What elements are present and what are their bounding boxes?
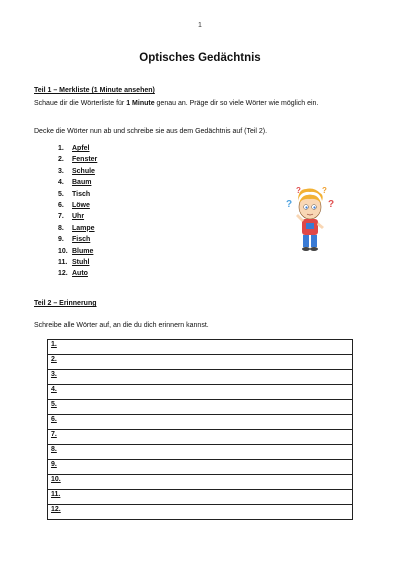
word-list-number: 6. [58,201,64,209]
answer-row [48,340,353,355]
part1-instruction-pre: Schaue dir die Wörterliste für [34,100,127,107]
answer-cell[interactable] [48,460,353,475]
answer-row-number: 3. [51,371,57,378]
part2-instruction: Schreibe alle Wörter auf, an die du dich erinnern kannst. [34,322,209,329]
word-list-item [58,234,97,245]
answer-row-number: 1. [51,341,57,348]
word-list-number: 10. [58,247,68,255]
answer-cell[interactable] [48,430,353,445]
word-list-word: Schule [72,167,95,175]
word-list-word: Blume [72,247,94,255]
answer-row-number: 6. [51,416,57,423]
answer-row-number: 12. [51,506,61,513]
answer-cell[interactable] [48,400,353,415]
word-list [58,143,97,280]
word-list-item [58,189,97,200]
word-list-item [58,223,97,234]
word-list-word: Uhr [72,213,85,221]
word-list-word: Fenster [72,156,98,164]
thinking-boy-icon [284,183,336,255]
answer-cell[interactable] [48,490,353,505]
word-list-number: 1. [58,145,64,152]
part1-instruction-2: Decke die Wörter nun ab und schreibe sie aus dem Gedächtnis auf (Teil 2). [34,128,268,135]
answer-row-number: 4. [51,386,57,393]
page-number: 1 [198,22,202,29]
answer-row-number: 7. [51,431,57,438]
page-title: Optisches Gedächtnis [139,52,261,64]
svg-text:?: ? [322,186,327,195]
word-list-word: Löwe [72,201,90,209]
word-list-number: 12. [58,270,68,278]
word-list-number: 2. [58,156,64,164]
word-list-number: 11. [58,258,68,266]
part1-instruction-post: genau an. Präge dir so viele Wörter wie möglich ein. [154,100,319,107]
word-list-number: 9. [58,236,64,244]
word-list-word: Tisch [72,190,91,198]
word-list-item [58,166,97,177]
answer-row-number: 9. [51,461,57,468]
answer-cell[interactable] [48,340,353,355]
word-list-number: 3. [58,167,64,175]
svg-text:?: ? [286,199,293,210]
answer-row [48,490,353,505]
answer-row-number: 5. [51,401,57,408]
answer-row-number: 2. [51,356,57,363]
answer-table [47,339,353,520]
answer-row-number: 11. [51,491,61,498]
part1-instruction [34,99,366,110]
answer-row [48,445,353,460]
word-list-word: Apfel [72,145,90,152]
word-list-item [58,143,97,154]
word-list-item [58,246,97,257]
word-list-item [58,211,97,222]
answer-cell[interactable] [48,505,353,520]
word-list-item [58,154,97,165]
answer-row [48,460,353,475]
answer-cell[interactable] [48,415,353,430]
word-list-number: 5. [58,190,64,198]
answer-row [48,400,353,415]
answer-cell[interactable] [48,475,353,490]
answer-row [48,385,353,400]
answer-row [48,475,353,490]
part1-heading: Teil 1 – Merkliste (1 Minute ansehen) [34,87,155,94]
answer-row [48,370,353,385]
answer-cell[interactable] [48,385,353,400]
word-list-number: 4. [58,179,64,187]
word-list-word: Baum [72,179,92,187]
answer-row-number: 10. [51,476,61,483]
word-list-item [58,177,97,188]
answer-cell[interactable] [48,355,353,370]
word-list-item [58,200,97,211]
part2-heading: Teil 2 – Erinnerung [34,300,97,307]
answer-row [48,355,353,370]
answer-cell[interactable] [48,370,353,385]
svg-text:?: ? [296,186,301,195]
answer-row [48,505,353,520]
word-list-number: 8. [58,224,64,232]
word-list-word: Fisch [72,236,91,244]
part1-instruction-bold: 1 Minute [126,100,155,107]
word-list-number: 7. [58,213,64,221]
word-list-item [58,257,97,268]
answer-row [48,430,353,445]
answer-row [48,415,353,430]
svg-text:?: ? [328,199,335,210]
word-list-word: Auto [72,270,88,278]
word-list-word: Stuhl [72,258,90,266]
word-list-item [58,268,97,279]
answer-row-number: 8. [51,446,57,453]
word-list-word: Lampe [72,224,95,232]
answer-cell[interactable] [48,445,353,460]
